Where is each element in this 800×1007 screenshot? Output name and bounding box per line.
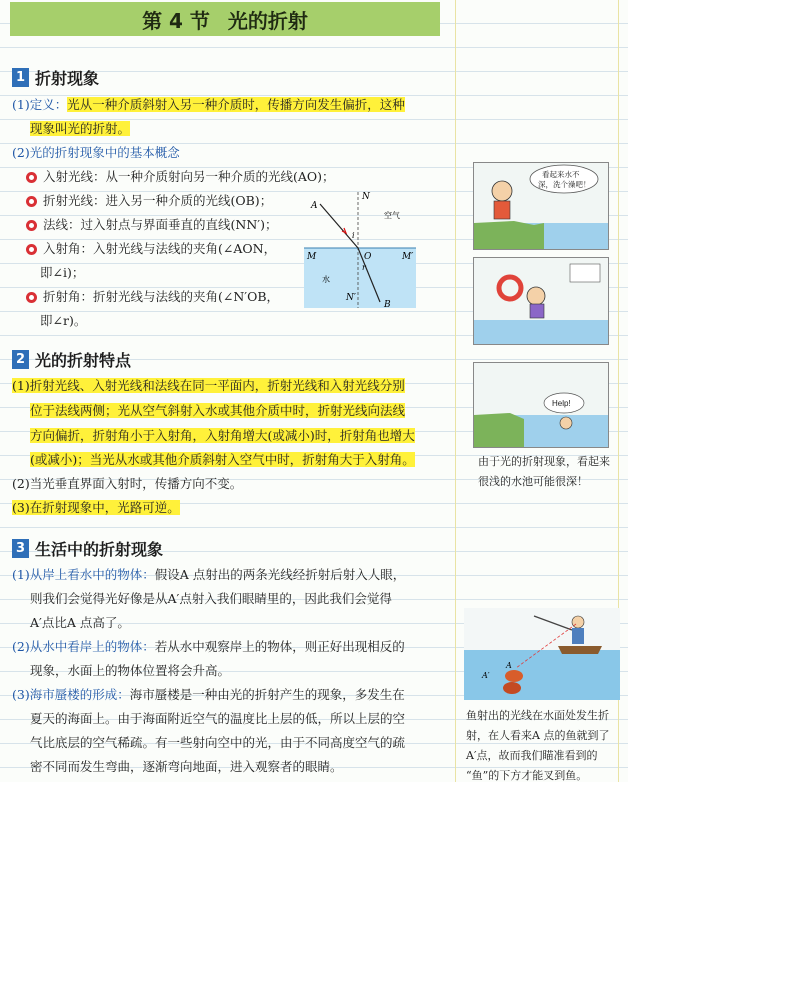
feature-line-1: (1)折射光线、入射光线和法线在同一平面内，折射光线和入射光线分别 xyxy=(12,378,405,393)
cartoon-panel-2 xyxy=(473,257,609,345)
everyday-item-3-line4: 密不同而发生弯曲，逐渐弯向地面，进入观察者的眼睛。 xyxy=(30,759,343,774)
label-r: r xyxy=(362,263,366,272)
feature-line-3: 方向偏折，折射角小于入射角，入射角增大(或减小)时，折射角也增大 xyxy=(30,428,415,443)
fish-icon xyxy=(503,682,521,694)
section-title-bar xyxy=(10,2,440,36)
heading-text: 生活中的折射现象 xyxy=(35,540,164,559)
cartoon-panel-1 xyxy=(473,162,609,250)
feature-line-4: (或减小)；当光从水或其他介质斜射入空气中时，折射角大于入射角。 xyxy=(30,452,415,467)
everyday-item-1-line3: A′点比A 点高了。 xyxy=(30,615,130,630)
bullet-icon xyxy=(26,172,37,183)
label-A: A xyxy=(311,201,318,211)
speech-bubble-text-2: 深，洗个澡吧！ xyxy=(538,180,591,189)
caption-pool: 由于光的折射现象，看起来 很浅的水池可能很深！ xyxy=(478,455,610,488)
boy-jumping-illustration xyxy=(474,258,608,344)
bullet-icon xyxy=(26,196,37,207)
everyday-item-1-line2: 则我们会觉得光好像是从A′点射入我们眼睛里的，因此我们会觉得 xyxy=(30,591,392,606)
label-N: N xyxy=(362,192,370,202)
heading-number: 2 xyxy=(12,350,29,369)
fish-icon xyxy=(505,670,523,682)
help-text: Help! xyxy=(552,399,571,408)
caption-fishing: 鱼射出的光线在水面处发生折 射，在人看来A 点的鱼就到了 A′点，故而我们瞄准看到的 “鱼”的下方才能叉到鱼。 xyxy=(466,709,610,782)
feature-perpendicular: (2)当光垂直界面入射时，传播方向不变。 xyxy=(12,476,243,491)
fishing-spear xyxy=(534,616,572,630)
boy-at-pool-illustration xyxy=(474,163,608,249)
heading-text: 光的折射特点 xyxy=(35,351,132,370)
concepts-label: (2)光的折射现象中的基本概念 xyxy=(12,145,180,160)
life-ring-icon xyxy=(499,277,521,299)
label-M-prime: M′ xyxy=(402,252,414,262)
bullet-incident-angle: 入射角：入射光线与法线的夹角(∠AON， xyxy=(26,237,276,261)
definition-text: 光从一种介质斜射入另一种介质时，传播方向发生偏折，这种 xyxy=(67,97,405,112)
label-water: 水 xyxy=(322,275,330,284)
cartoon-panel-3 xyxy=(473,362,609,448)
bullet-refraction-angle-cont: 即∠r)。 xyxy=(40,313,87,328)
definition-line-2: 现象叫光的折射。 xyxy=(30,121,131,136)
heading-refraction-features xyxy=(12,348,131,371)
label-air: 空气 xyxy=(384,211,400,220)
everyday-item-2-line2: 现象，水面上的物体位置将会升高。 xyxy=(30,663,231,678)
bullet-incident-angle-cont: 即∠i)； xyxy=(40,265,85,280)
bullet-icon xyxy=(26,292,37,303)
label-N-prime: N′ xyxy=(346,293,356,303)
bullet-refraction-angle: 折射角：折射光线与法线的夹角(∠N′OB， xyxy=(26,285,279,309)
bullet-icon xyxy=(26,244,37,255)
label-O: O xyxy=(364,252,372,262)
bullet-icon xyxy=(26,220,37,231)
everyday-item-1: (1)从岸上看水中的物体：假设A 点射出的两条光线经折射后射入人眼， xyxy=(12,567,406,582)
label-M: M xyxy=(307,252,317,262)
heading-refraction-phenomenon xyxy=(12,66,99,89)
fishing-illustration xyxy=(464,608,620,700)
margin-line xyxy=(455,0,456,782)
feature-reversible: (3)在折射现象中，光路可逆。 xyxy=(12,500,180,515)
boy-drowning-illustration xyxy=(474,363,608,447)
bullet-incident-ray: 入射光线：从一种介质射向另一种介质的光线(AO)； xyxy=(26,165,335,189)
definition-line xyxy=(12,93,405,117)
label-i: i xyxy=(352,231,355,240)
section-number: 第 4 节 xyxy=(142,8,210,33)
refraction-diagram xyxy=(300,190,420,310)
everyday-item-3-line2: 夏天的海面上。由于海面附近空气的温度比上层的低，所以上层的空 xyxy=(30,711,406,726)
incident-ray xyxy=(320,204,358,248)
bullet-normal: 法线：过入射点与界面垂直的直线(NN′)； xyxy=(26,213,277,237)
label-A: A xyxy=(506,661,512,670)
section-title: 光的折射 xyxy=(227,8,308,33)
everyday-item-3-line3: 气比底层的空气稀疏。有一些射向空中的光，由于不同高度空气的疏 xyxy=(30,735,406,750)
everyday-item-3: (3)海市蜃楼的形成：海市蜃楼是一种由光的折射产生的现象，多发生在 xyxy=(12,687,405,702)
bullet-refracted-ray: 折射光线：进入另一种介质的光线(OB)； xyxy=(26,189,272,213)
speech-bubble-text-1: 看起来水不 xyxy=(542,170,580,179)
water-region xyxy=(304,248,416,308)
heading-number: 3 xyxy=(12,539,29,558)
label-A-prime: A′ xyxy=(482,671,490,680)
label-B: B xyxy=(384,300,391,310)
definition-label: (1)定义： xyxy=(12,97,68,112)
heading-everyday-refraction xyxy=(12,537,163,560)
heading-text: 折射现象 xyxy=(35,69,100,88)
everyday-item-2: (2)从水中看岸上的物体：若从水中观察岸上的物体，则正好出现相反的 xyxy=(12,639,405,654)
heading-number: 1 xyxy=(12,68,29,87)
feature-line-2: 位于法线两侧；光从空气斜射入水或其他介质中时，折射光线向法线 xyxy=(30,403,406,418)
